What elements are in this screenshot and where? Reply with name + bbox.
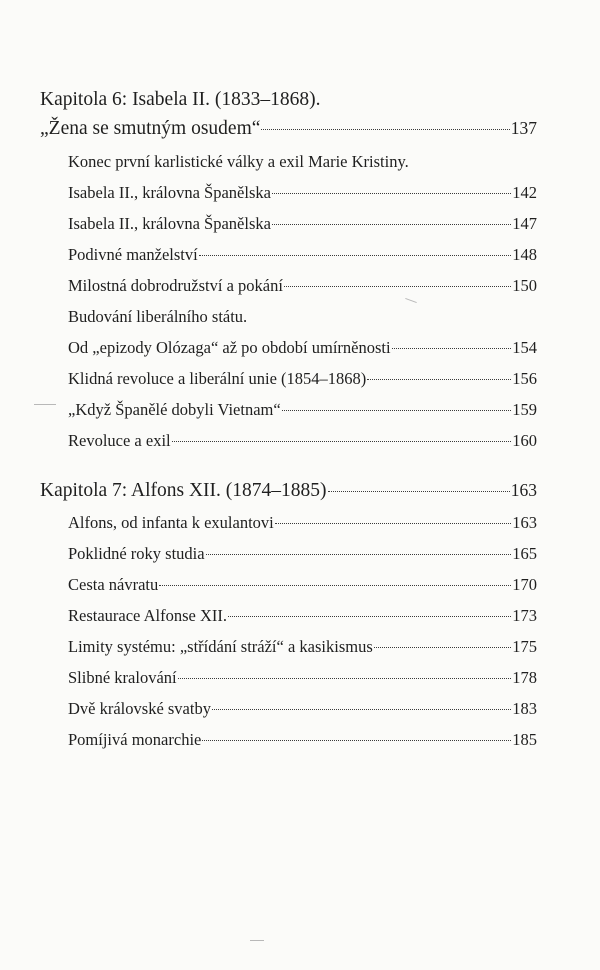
dot-leader xyxy=(228,616,511,617)
toc-entry xyxy=(40,538,537,569)
chapter-page-number: 137 xyxy=(510,118,537,138)
entry-page-number: 175 xyxy=(512,637,537,656)
entry-page-number: 147 xyxy=(512,214,537,233)
entry-text: Limity systému: „střídání stráží“ a kasikismus xyxy=(68,637,373,656)
toc-entry xyxy=(40,631,537,662)
chapter-title xyxy=(40,86,537,114)
dot-leader xyxy=(272,193,511,194)
entry-text: Budování liberálního státu. xyxy=(68,307,248,326)
dot-leader xyxy=(159,585,511,586)
entry-text: Slibné kralování xyxy=(68,668,177,687)
entry-page-number: 159 xyxy=(512,400,537,419)
dot-leader xyxy=(202,740,511,741)
toc-entry xyxy=(40,724,537,755)
chapter-subtitle-line xyxy=(40,114,537,143)
toc-entry xyxy=(40,425,537,456)
toc-entry xyxy=(40,662,537,693)
chapter-6 xyxy=(40,86,537,456)
entry-text: Dvě královské svatby xyxy=(68,699,211,718)
chapter-page-number: 163 xyxy=(510,480,537,500)
chapter-title-line1: Kapitola 6: Isabela II. (1833–1868). xyxy=(40,89,321,110)
toc-entry xyxy=(40,177,537,208)
dot-leader xyxy=(367,379,511,380)
entry-text: Konec první karlistické války a exil Marie Kristiny. xyxy=(68,152,409,171)
dot-leader xyxy=(199,255,512,256)
entry-text: Isabela II., královna Španělska xyxy=(68,214,271,233)
entry-page-number: 156 xyxy=(512,369,537,388)
entry-page-number: 148 xyxy=(512,245,537,264)
toc-entry xyxy=(40,208,537,239)
entry-text: Podivné manželství xyxy=(68,245,198,264)
scan-mark xyxy=(250,940,264,941)
toc-entry xyxy=(40,394,537,425)
entry-text: Isabela II., královna Španělska xyxy=(68,183,271,202)
entry-text: Klidná revoluce a liberální unie (1854–1868) xyxy=(68,369,367,388)
entry-text: Milostná dobrodružství a pokání xyxy=(68,276,283,295)
dot-leader xyxy=(178,678,512,679)
toc-entry xyxy=(40,146,537,177)
dot-leader xyxy=(272,224,511,225)
entry-text: Pomíjivá monarchie xyxy=(68,730,202,749)
entry-text: Od „epizody Olózaga“ až po období umírněnosti xyxy=(68,338,391,357)
dot-leader xyxy=(212,709,511,710)
dot-leader xyxy=(275,523,511,524)
entry-page-number: 185 xyxy=(512,730,537,749)
entry-text: Poklidné roky studia xyxy=(68,544,205,563)
toc-entry xyxy=(40,507,537,538)
entry-text: Alfons, od infanta k exulantovi xyxy=(68,513,274,532)
entry-text: „Když Španělé dobyli Vietnam“ xyxy=(68,400,281,419)
toc-entry xyxy=(40,332,537,363)
entry-text: Restaurace Alfonse XII. xyxy=(68,606,227,625)
dot-leader xyxy=(374,647,512,648)
toc-entry xyxy=(40,569,537,600)
dot-leader xyxy=(172,441,512,442)
entry-page-number: 154 xyxy=(512,338,537,357)
dot-leader xyxy=(282,410,512,411)
chapter-title-line xyxy=(40,476,537,505)
dot-leader xyxy=(206,554,512,555)
chapter-subtitle: „Žena se smutným osudem“ xyxy=(40,118,261,139)
entry-page-number: 183 xyxy=(512,699,537,718)
entry-text: Revoluce a exil xyxy=(68,431,171,450)
dot-leader xyxy=(392,348,512,349)
chapter-7 xyxy=(40,476,537,755)
toc-entry xyxy=(40,270,537,301)
chapter-title: Kapitola 7: Alfons XII. (1874–1885) xyxy=(40,480,327,501)
entry-page-number: 165 xyxy=(512,544,537,563)
toc-entry xyxy=(40,600,537,631)
entry-page-number: 173 xyxy=(512,606,537,625)
entry-page-number: 160 xyxy=(512,431,537,450)
dot-leader xyxy=(261,129,509,130)
toc-entry xyxy=(40,693,537,724)
entry-text: Cesta návratu xyxy=(68,575,159,594)
dot-leader xyxy=(328,491,510,492)
entry-page-number: 170 xyxy=(512,575,537,594)
entry-page-number: 150 xyxy=(512,276,537,295)
toc-entry xyxy=(40,301,537,332)
toc-entry xyxy=(40,239,537,270)
entry-page-number: 142 xyxy=(512,183,537,202)
entry-page-number: 178 xyxy=(512,668,537,687)
dot-leader xyxy=(284,286,511,287)
toc-entry xyxy=(40,363,537,394)
scan-mark xyxy=(34,404,56,405)
entry-page-number: 163 xyxy=(512,513,537,532)
